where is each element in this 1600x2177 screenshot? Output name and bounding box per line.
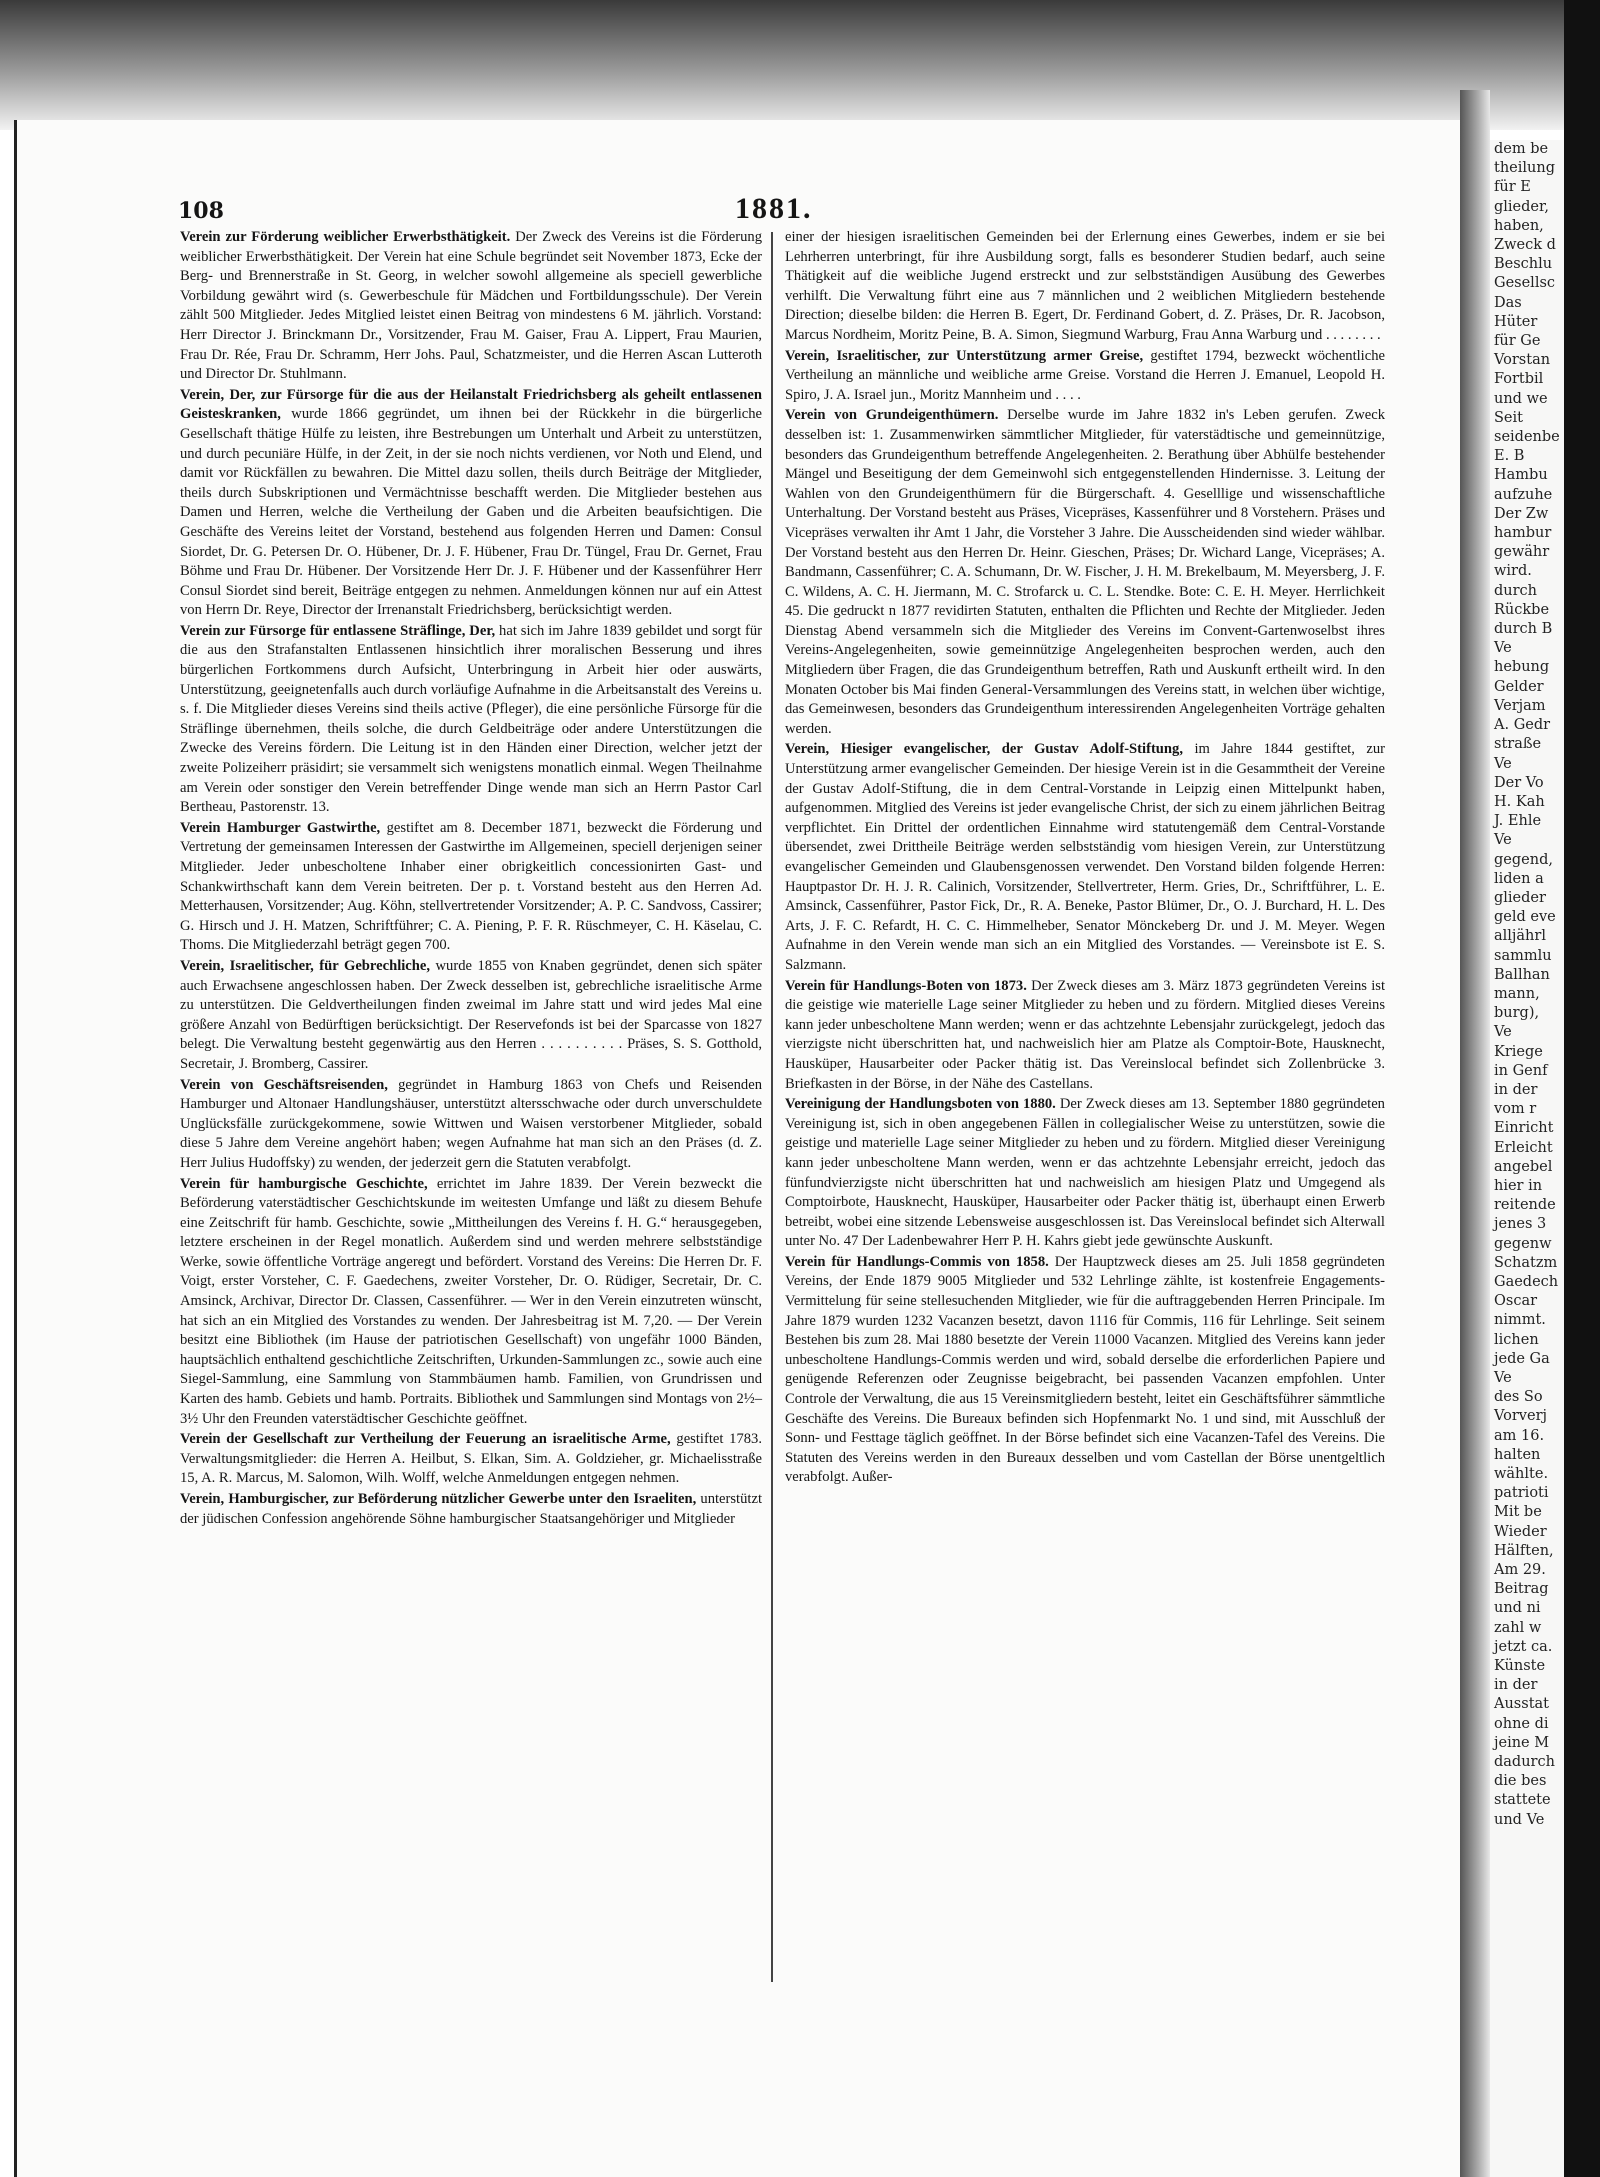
next-page-fragment: Kriege xyxy=(1494,1043,1543,1060)
next-page-fragment: jede Ga xyxy=(1494,1350,1550,1367)
column-divider xyxy=(771,232,773,1982)
entry-heading: Verein für hamburgische Geschichte, xyxy=(180,1175,428,1192)
next-page-fragment: für E xyxy=(1494,179,1531,196)
next-page-fragment: Vorstan xyxy=(1494,352,1551,369)
next-page-fragment: dadurch xyxy=(1494,1754,1555,1771)
directory-entry xyxy=(180,957,762,1075)
entry-heading: Verein, Hiesiger evangelischer, der Gustav Adolf-Stiftung, xyxy=(785,741,1183,758)
next-page-fragment: Ve xyxy=(1494,1024,1512,1041)
next-page-fragment: Schatzm xyxy=(1494,1254,1558,1271)
next-page-fragment: Gaedech xyxy=(1494,1273,1559,1290)
next-page-fragment: Erleicht xyxy=(1494,1139,1553,1156)
entry-text: Derselbe wurde im Jahre 1832 in's Leben gerufen. Zweck desselben ist: 1. Zusammenwirken sämmtlicher Mitglieder, für vaterstädtische und gemeinnützige, besonders das Grundeigenthum betreffende Angelegenheiten. 2. Berathung über Abhülfe bestehender Mängel und Beseitigung der dem Gemeinwohl sich entgegenstellenden Hindernisse. 3. Leitung der Wahlen von den Grundeigenthümern für die Bürgerschaft. 4. Geselllige und wissenschaftliche Unterhaltung. Der Vorstand besteht aus Präses, Vicepräses, Kassenführer und 8 Vorstehern. Präses und Vicepräses verwalten ihr Amt 1 Jahr, die Vorsteher 3 Jahre. Die Ausscheidenden sind wieder wählbar. Der Vorstand besteht aus den Herren Dr. Heinr. Gieschen, Präses; Dr. Wichard Lange, Vicepräses; A. Bandmann, Cassenführer; C. A. Schumann, Dr. W. Fischer, J. H. M. Brekelbaum, M. Meyersberg, J. F. C. Wildens, A. C. H. Jiermann, M. C. Strofarck u. C. L. Stendke. Bote: C. E. H. Meyer. Herrlichkeit 45. Die gedruckt n 1877 revidirten Statuten, enthalten die Pflichten und Rechte der Mitglieder. Jeden Dienstag Abend versammeln sich die Mitglieder des Vereins im Convent-Gartenwoselbst ihres Vereins-Angelegenheiten, sowie gemeinnützige Angelegenheiten besprochen werden, auch den Mitgliedern über Fragen, die das Grundeigenthum betreffen, Rath und Auskunft ertheilt wird. In den Monaten October bis Mai finden General-Versammlungen des Vereins statt, in welchen über wichtige, das Gemeinwesen, besonders das Grundeigenthum interessirenden Angelegenheiten Vorträge gehalten werden. xyxy=(785,407,1385,737)
entry-text: unterstützt der jüdischen Confession angehörende Söhne hamburgischer Staatsangehöriger und Mitglieder xyxy=(180,1491,762,1527)
next-page-fragment: nimmt. xyxy=(1494,1312,1546,1329)
next-page-fragment: straße xyxy=(1494,736,1542,753)
next-page-fragment: Das xyxy=(1494,294,1522,311)
entry-heading: Verein von Geschäftsreisenden, xyxy=(180,1076,388,1093)
next-page-fragment: gegenw xyxy=(1494,1235,1552,1252)
next-page-fragment: Am 29. xyxy=(1494,1562,1546,1579)
left-column xyxy=(180,228,762,1530)
directory-entry xyxy=(785,406,1385,739)
next-page-fragment: Der Vo xyxy=(1494,774,1544,791)
next-page-fragment: hambur xyxy=(1494,525,1552,542)
entry-heading: Vereinigung der Handlungsboten von 1880. xyxy=(785,1096,1056,1113)
next-page-fragment: Zweck d xyxy=(1494,237,1556,254)
directory-entry xyxy=(785,228,1385,346)
next-page-fragment: jenes 3 xyxy=(1494,1216,1547,1233)
next-page-fragment: hebung xyxy=(1494,659,1550,676)
next-page-fragment: wählte. xyxy=(1494,1466,1549,1483)
page-number: 108 xyxy=(178,198,224,224)
next-page-fragment: Ballhan xyxy=(1494,966,1550,983)
next-page-fragment: durch B xyxy=(1494,621,1553,638)
next-page-fragment: Ve xyxy=(1494,640,1512,657)
next-page-fragment: sammlu xyxy=(1494,947,1552,964)
entry-heading: Verein von Grundeigenthümern. xyxy=(785,407,999,424)
next-page-fragment: und we xyxy=(1494,390,1548,407)
entry-text: hat sich im Jahre 1839 gebildet und sorgt für die aus den Strafanstalten Entlassenen hinsichtlich ihrer moralischen Besserung und ihres bürgerlichen Fortkommens durch Aufsicht, Unterbringung in Arbeit hier oder auswärts, Unterstützung, geeignetenfalls auch durch vorläufige Aufnahme in die Arbeitsanstalt des Vereins u. s. f. Die Mitglieder dieses Vereins sind theils active (Pfleger), die eine persönliche Fürsorge für die Sträflinge übernehmen, theils solche, die durch Geldbeiträge oder andere Unterstützungen die Zwecke des Vereins fördern. Die Leitung ist in den Händen einer Direction, welcher jetzt der zweite Polizeiherr präsidirt; sie versammelt sich wenigstens monatlich einmal. Wegen Theilnahme am Verein oder sonstiger den Verein betreffender Dinge wende man sich an Herrn Pastor Carl Bertheau, Pastorenstr. 13. xyxy=(180,622,762,816)
entry-text: errichtet im Jahre 1839. Der Verein bezweckt die Beförderung vaterstädtischer Geschichtskunde im weitesten Umfange und läßt zu diesem Behufe eine Zeitschrift für hamb. Geschichte, sowie „Mittheilungen des Vereins f. H. G.“ herausgegeben, letztere erscheinen in der Regel monatlich. Außerdem sind und werden mehrere selbstständige Werke, sowie öffentliche Vorträge angeregt und befördert. Vorstand des Vereins: Die Herren Dr. F. Voigt, erster Vorsteher, C. F. Gaedechens, zweiter Vorsteher, Dr. O. Rüdiger, Secretair, Dr. C. Amsinck, Archivar, Director Dr. Classen, Cassenführer. — Wer in den Verein einzutreten wünscht, hat sich an ein Mitglied des Vorstandes zu wenden. Der Jahresbeitrag ist M. 7,20. — Der Verein besitzt eine Bibliothek (im Hause der patriotischen Gesellschaft) von ungefähr 1000 Bänden, hauptsächlich enthaltend geschichtliche Zeitschriften, Urkunden-Sammlungen zc., sowie auch eine Siegel-Sammlung, eine Sammlung von Stammbäumen hamb. Familien, von Grundrissen und Karten des hamb. Gebiets und hamb. Portraits. Bibliothek und Sammlungen sind Montags von 2½–3½ Uhr den Freunden vaterstädtischer Geschichte geöffnet. xyxy=(180,1175,763,1427)
next-page-fragment: jeine M xyxy=(1494,1734,1550,1751)
next-page-fragment: glieder xyxy=(1494,889,1546,906)
next-page-fragment: Fortbil xyxy=(1494,371,1544,388)
next-page-fragment: wird. xyxy=(1494,563,1532,580)
entry-text: Der Zweck dieses am 13. September 1880 gegründeten Vereinigung ist, sich in oben angegebenen Fällen in collegialischer Weise zu unterstützen, sowie die geistige und materielle Lage seiner Mitglieder zu heben und zu fördern. Mitglied dieser Vereinigung kann jeder unbescholtene Mann werden, wenn er das achtzehnte Lebensjahr erreicht, jedoch das fünfundvierzigste nicht überschritten hat und nachweislich am hiesigen Platz und Umgegend als Comptoirbote, Hausknecht, Hausküper, Hausarbeiter oder Packer thätig ist, überhaupt einen Erwerb betreibt, wobei eine sitzende Lebensweise ausgeschlossen ist. Das Vereinslocal befindet sich Alterwall unter No. 47 Der Ladenbewahrer Herr P. H. Kahrs giebt jede gewünschte Auskunft. xyxy=(785,1096,1385,1250)
next-page-fragment: Gelder xyxy=(1494,678,1544,695)
next-page-fragment: Seit xyxy=(1494,409,1523,426)
entry-heading: Verein, Israelitischer, zur Unterstützung armer Greise, xyxy=(785,347,1144,364)
next-page-fragment: H. Kah xyxy=(1494,793,1545,810)
directory-entry xyxy=(180,1175,762,1430)
next-page-fragment: Beschlu xyxy=(1494,256,1553,273)
scan-edge-bar xyxy=(1564,0,1600,2177)
next-page-fragment: in Genf xyxy=(1494,1062,1548,1079)
next-page-fragment: reitende xyxy=(1494,1197,1556,1214)
next-page-fragment: des So xyxy=(1494,1389,1543,1406)
next-page-fragment: hier in xyxy=(1494,1177,1543,1194)
next-page-fragment: Ve xyxy=(1494,1370,1512,1386)
next-page-fragment: halten xyxy=(1494,1446,1541,1463)
next-page-fragment: Mit be xyxy=(1494,1504,1542,1521)
next-page-fragment: geld eve xyxy=(1494,909,1556,926)
next-page-fragment: Hüter xyxy=(1494,313,1538,330)
directory-entry xyxy=(785,1253,1385,1488)
directory-entry xyxy=(180,228,762,385)
directory-entry xyxy=(180,1490,762,1529)
next-page-fragment: Hälften, xyxy=(1494,1542,1554,1559)
right-column xyxy=(785,228,1385,1489)
next-page-fragment: Künste xyxy=(1494,1658,1546,1675)
next-page-fragment: angebel xyxy=(1494,1158,1553,1175)
directory-entry xyxy=(785,740,1385,975)
directory-entry xyxy=(180,1430,762,1489)
next-page-fragment: haben, xyxy=(1494,217,1544,234)
next-page-fragment: burg), xyxy=(1494,1005,1540,1022)
next-page-fragment: und Ve xyxy=(1494,1811,1545,1828)
next-page-fragment: patrioti xyxy=(1494,1485,1549,1502)
entry-text: gestiftet 1794, bezweckt wöchentliche Vertheilung an männliche und weibliche arme Greise. Vorstand die Herren J. Emanuel, Leopold H. Spiro, J. A. Israel jun., Moritz Mannheim und . . . . xyxy=(785,347,1385,403)
next-page-fragment: mann, xyxy=(1494,985,1540,1002)
next-page-fragment: stattete xyxy=(1494,1792,1551,1809)
next-page-fragment: in der xyxy=(1494,1081,1538,1098)
next-page-fragment: J. Ehle xyxy=(1494,813,1542,830)
directory-entry xyxy=(785,1095,1385,1252)
entry-heading: Verein Hamburger Gastwirthe, xyxy=(180,819,381,836)
next-page-fragment: gewähr xyxy=(1494,544,1550,561)
next-page-fragment: Ve xyxy=(1494,832,1512,849)
entry-heading: Verein der Gesellschaft zur Vertheilung der Feuerung an israelitische Arme, xyxy=(180,1431,671,1448)
scan-top-shadow xyxy=(0,0,1600,130)
entry-text: Der Zweck des Vereins ist die Förderung weiblicher Erwerbsthätigkeit. Der Verein hat eine Schule begründet seit November 1873, Ecke der Berg- und Brennerstraße in St. Georg, in welcher sowohl allgemeine als speciell gewerbliche Vorbildung gewährt wird (s. Gewerbeschule für Mädchen und Fortbildungsschule). Der Verein zählt 500 Mitglieder. Jedes Mitglied leistet einen Beitrag von mindestens 6 M. jährlich. Vorstand: Herr Director J. Brinckmann Dr., Vorsitzender, Frau M. Gaiser, Frau A. Lippert, Frau Maurien, Frau Dr. Rée, Frau Dr. Schramm, Herr Johs. Paul, Schatzmeister, und die Herren Ascan Lutteroth und Director Dr. Stuhlmann. xyxy=(180,229,763,383)
next-page-fragment: Ve xyxy=(1494,755,1512,772)
next-page-fragment: und ni xyxy=(1494,1600,1541,1617)
entry-heading: Verein für Handlungs-Boten von 1873. xyxy=(785,977,1027,994)
next-page-fragment: Vorverj xyxy=(1494,1408,1548,1425)
entry-text: im Jahre 1844 gestiftet, zur Unterstützung armer evangelischer Gemeinden. Der hiesige Verein ist in die Gesammtheit der Vereine der Gustav Adolf-Stiftung, die in dem Central-Vorstande in Leipzig einen Mittelpunkt haben, aufgenommen. Mitglied des Vereins ist jeder evangelische Christ, der sich zu einem jährlichen Beitrag verpflichtet. Ein Drittel der ordentlichen Einnahme wird statutengemäß dem Central-Vorstande übersendet, zwei Drittheile Beiträge werden selbstständig vom hiesigen Verein, zur Unterstützung evangelischer Gemeinden und Glaubensgenossen verwendet. Den Vorstand bilden folgende Herren: Hauptpastor Dr. H. J. R. Calinich, Vorsitzender, Stellvertreter, Herm. Gries, Dr., Schriftführer, L. E. Amsinck, Cassenführer, Pastor Fick, Dr., R. A. Beneke, Pastor Blümer, Dr., O. J. Burchard, H. L. Des Arts, J. F. C. Refardt, H. C. C. Himmelheber, Senator Mönckeberg Dr. und J. M. Meyer. Wegen Aufnahme in den Verein wende man sich an ein Mitglied des Vorstandes. — Vereinsbote ist E. S. Salzmann. xyxy=(785,741,1385,973)
page-year-header: 1881. xyxy=(735,192,813,225)
entry-text: Der Hauptzweck dieses am 25. Juli 1858 gegründeten Vereins, der Ende 1879 9005 Mitglieder und 532 Lehrlinge zählte, ist kostenfreie Engagements-Vermittelung für seine stellesuchenden Mitglieder, wie für die auftraggebenden Herren Principale. Im Jahre 1879 wurden 1232 Vacanzen besetzt, davon 1116 für Commis, 116 für Lehrlinge. Seit seinem Bestehen bis zum 28. Mai 1880 besetzte der Verein 11000 Vacanzen. Mitglied des Vereins kann jeder unbescholtene Handlungs-Commis werden und wird, sobald derselbe die erforderlichen Papiere und genügende Referenzen oder Zeugnisse beigebracht, bei passenden Vacanzen empfohlen. Unter Controle der Verwaltung, die aus 15 Vereinsmitgliedern besteht, leitet ein Geschäftsführer sämmtliche Geschäfte des Vereins. Die Bureaux befinden sich Hopfenmarkt No. 1 und sind, mit Ausschluß der Sonn- und Festtage täglich geöffnet. In der Börse befindet sich eine Vacanzen-Tafel des Vereins. Die Statuten des Vereins werden in den Bureaux desselben und vom Castellan der Börse unentgeltlich verabfolgt. Außer- xyxy=(785,1253,1385,1486)
next-page-fragment: Gesellsc xyxy=(1494,275,1556,292)
next-page-fragment: alljährl xyxy=(1494,928,1546,945)
entry-heading: Verein, Hamburgischer, zur Beförderung nützlicher Gewerbe unter den Israeliten, xyxy=(180,1491,697,1507)
next-page-fragment: liden a xyxy=(1494,870,1544,887)
next-page-fragment: theilung xyxy=(1494,160,1555,177)
entry-text: einer der hiesigen israelitischen Gemeinden bei der Erlernung eines Gewerbes, indem er sie bei Lehrherren unterbringt, für ihre Ausbildung sorgt, falls es besonderer Studien bedarf, auch seine Thätigkeit auf die weibliche Jugend erstreckt und zur selbstständigen Ausübung des Gewerbes verhilft. Die Verwaltung führt eine aus 7 männlichen und 2 weiblichen Mitgliedern bestehende Direction; dieselbe bilden: die Herren B. Egert, Dr. Ferdinand Gobert, d. Z. Präses, Dr. R. Jacobson, Marcus Nordheim, Moritz Peine, B. A. Simon, Siegmund Warburg, Frau Anna Warburg und . . . . . . . . xyxy=(785,229,1385,343)
entry-heading: Verein zur Fürsorge für entlassene Sträflinge, Der, xyxy=(180,622,496,639)
next-page-fragment: Beitrag xyxy=(1494,1581,1549,1598)
next-page-edge xyxy=(1490,140,1564,2177)
next-page-fragment: durch xyxy=(1494,582,1538,599)
next-page-fragment: die bes xyxy=(1494,1773,1547,1790)
next-page-fragment: Verjam xyxy=(1494,697,1546,714)
next-page-fragment: lichen xyxy=(1494,1331,1539,1348)
next-page-fragment: in der xyxy=(1494,1677,1538,1694)
directory-entry xyxy=(180,386,762,621)
directory-entry xyxy=(180,622,762,818)
next-page-fragment: vom r xyxy=(1494,1101,1537,1118)
entry-heading: Verein zur Förderung weiblicher Erwerbsthätigkeit. xyxy=(180,229,511,245)
next-page-fragment: jetzt ca. xyxy=(1494,1638,1553,1655)
entry-heading: Verein für Handlungs-Commis von 1858. xyxy=(785,1253,1049,1270)
entry-text: wurde 1866 gegründet, um ihnen bei der Rückkehr in die bürgerliche Gesellschaft thätige Hülfe zu leisten, ihre Bestrebungen um Unterhalt und Arbeit zu unterstützen, und durch pecuniäre Hülfe, in der Zeit, in der sie noch nichts verdienen, vor Noth und Elend, und damit vor Rückfällen zu bewahren. Die Mittel dazu sollen, theils durch Beiträge der Mitglieder, theils durch Subskriptionen und Vermächtnisse beschafft werden. Die Mitglieder bestehen aus Damen und Herren, welche die Vertheilung der Gaben und die Arbeiten beaufsichtigen. Die Geschäfte des Vereins leitet der Vorstand, bestehend aus folgenden Herren und Damen: Consul Siordet, Dr. G. Petersen Dr. O. Hübener, Dr. J. F. Hübener, Frau Dr. Tüngel, Frau Dr. Gernet, Frau Böhme und Frau Dr. Hübener. Der Vorsitzende Herr Dr. J. F. Hübener und der Kassenführer Herr Consul Siordet sind bereit, Beiträge entgegen zu nehmen. Anmeldungen können nur auf ein Attest von Herrn Dr. Reye, Director der Irrenanstalt Friedrichsberg, berücksichtigt werden. xyxy=(180,406,762,619)
next-page-fragment: glieder, xyxy=(1494,198,1549,215)
entry-text: wurde 1855 von Knaben gegründet, denen sich später auch Erwachsene angeschlossen haben. Der Zweck desselben ist, gebrechliche israelitische Arme zu unterstützen. Die Geldvertheilungen finden zweimal im Jahre statt und wird jedes Mal eine größere Anzahl von Bedürftigen berücksichtigt. Der Reservefonds ist bei der Sparcasse von 1827 belegt. Die Verwaltung besteht gegenwärtig aus den Herren . . . . . . . . . . Präses, S. S. Gotthold, Secretair, J. Bromberg, Cassirer. xyxy=(180,957,762,1072)
next-page-fragment: A. Gedr xyxy=(1494,717,1551,734)
next-page-fragment: E. B xyxy=(1494,448,1525,465)
next-page-fragment: Der Zw xyxy=(1494,505,1549,522)
entry-heading: Verein, Der, zur Fürsorge für die aus der Heilanstalt Friedrichsberg als geheilt entlassenen Geisteskranken, xyxy=(180,386,762,423)
entry-text: gestiftet 1783. Verwaltungsmitglieder: die Herren A. Heilbut, S. Elkan, Sim. A. Goldzieher, gr. Michaelisstraße 15, A. R. Marcus, M. Salomon, Wilh. Wolff, welche Anmeldungen entgegen nehmen. xyxy=(180,1431,762,1487)
next-page-fragment: Hambu xyxy=(1494,467,1548,484)
directory-entry xyxy=(180,1076,762,1174)
next-page-fragment: Wieder xyxy=(1494,1523,1547,1540)
next-page-fragment: Einricht xyxy=(1494,1120,1554,1137)
next-page-fragment: dem be xyxy=(1494,141,1549,157)
entry-text: Der Zweck dieses am 3. März 1873 gegründeten Vereins ist die geistige wie materielle Lage seiner Mitglieder zu heben und zu fördern. Mitglied dieses Vereins kann jeder unbescholtene Mann werden; wenn er das achtzehnte Lebensjahr zurückgelegt, jedoch das vierzigste nicht überschritten hat, und nachweislich hier am Platze als Comptoir-Bote, Hausknecht, Hausküper, Hausarbeiter oder Packer thätig ist. Das Vereinslocal befindet sich Zollenbrücke 3. Briefkasten in der Börse, in der Nähe des Castellans. xyxy=(785,977,1385,1092)
next-page-fragment: gegend, xyxy=(1494,851,1553,868)
next-page-fragment: Oscar xyxy=(1494,1293,1538,1310)
book-gutter xyxy=(1460,90,1490,2177)
directory-entry xyxy=(180,819,762,956)
next-page-fragment: am 16. xyxy=(1494,1427,1545,1444)
entry-text: gestiftet am 8. December 1871, bezweckt die Förderung und Vertretung der gemeinsamen Interessen der Gastwirthe im Allgemeinen, speciell derjenigen seiner Mitglieder. Jeder unbescholtene Inhaber einer obrigkeitlich concessionirten Gast- und Schankwirthschaft kann dem Verein beitreten. Der p. t. Vorstand besteht aus den Herren Ad. Metterhausen, Vorsitzender; Aug. Köhn, stellvertretender Vorsitzender; A. P. C. Sandvoss, Cassirer; G. Hirsch und J. H. Matzen, Schriftführer; C. A. Piening, P. F. R. Rüschmeyer, C. H. Käselau, C. Thoms. Die Mitgliederzahl beträgt gegen 700. xyxy=(180,819,762,954)
directory-entry xyxy=(785,347,1385,406)
next-page-fragment: für Ge xyxy=(1494,333,1541,350)
next-page-fragment: ohne di xyxy=(1494,1715,1549,1732)
next-page-fragment: zahl w xyxy=(1494,1619,1542,1636)
next-page-fragment: Ausstat xyxy=(1494,1696,1549,1713)
entry-text: gegründet in Hamburg 1863 von Chefs und Reisenden Hamburger und Altonaer Handlungshäuser, unterstützt altersschwache oder durch unverschuldete Unglücksfälle zurückgekommene, sowie Wittwen und Waisen verstorbener Mitglieder, sobald diese 5 Jahre dem Vereine angehört haben; wegen Aufnahme hat man sich an den Präses (d. Z. Herr Julius Hudoffsky) zu wenden, der jederzeit gern die Statuten verabfolgt. xyxy=(180,1076,762,1171)
next-page-fragment: seidenbe xyxy=(1494,429,1560,446)
entry-heading: Verein, Israelitischer, für Gebrechliche, xyxy=(180,957,431,974)
next-page-fragment: Rückbe xyxy=(1494,601,1550,618)
directory-entry xyxy=(785,977,1385,1095)
next-page-fragment: aufzuhe xyxy=(1494,486,1553,503)
